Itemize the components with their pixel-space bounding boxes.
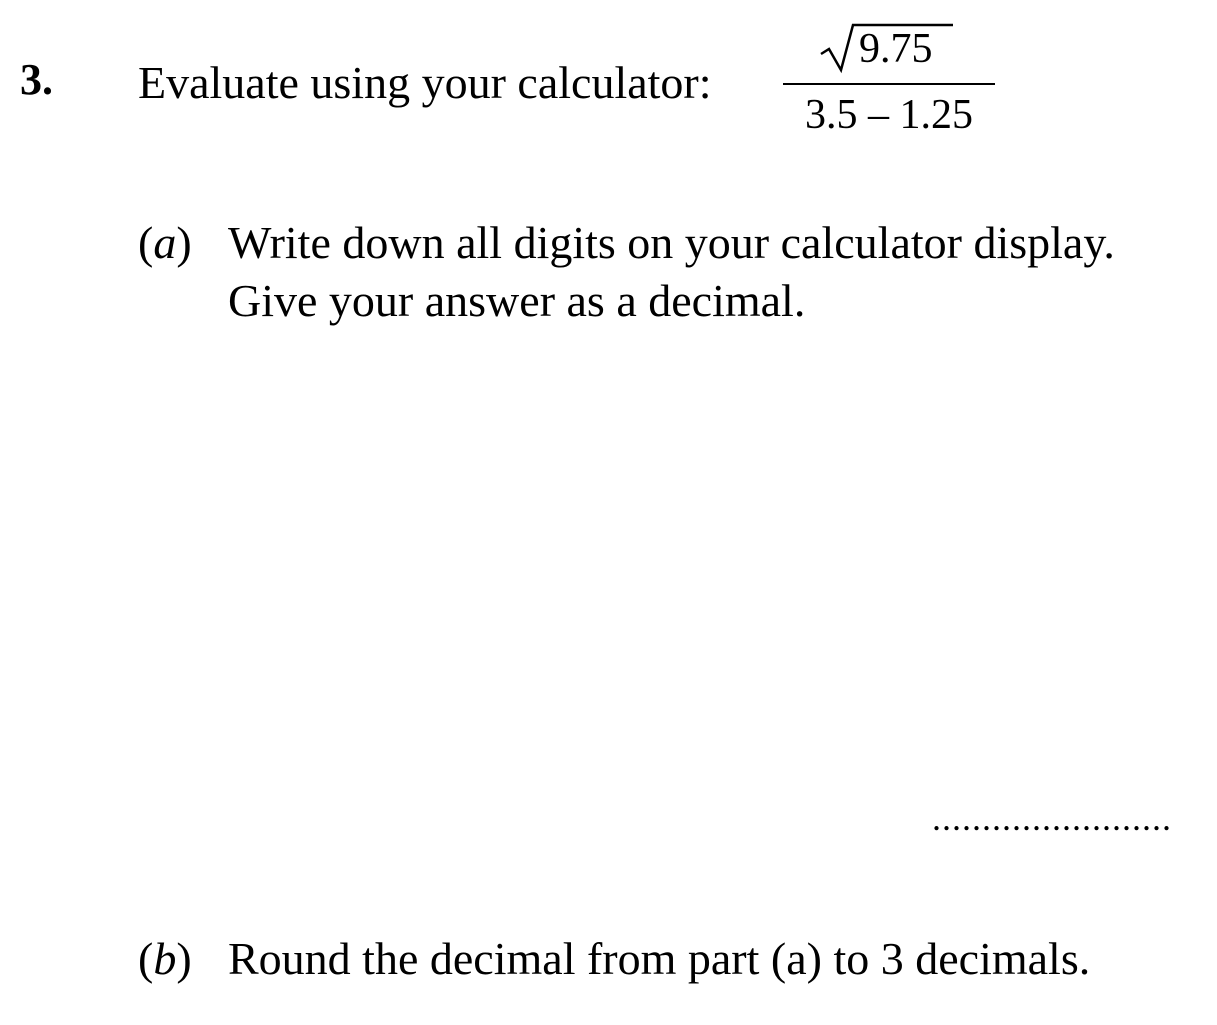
fraction-expression: [783, 22, 995, 142]
part-b-letter: b: [153, 933, 177, 984]
part-a-instruction-line1: Write down all digits on your calculator display.: [228, 217, 1115, 268]
fraction-numerator: [817, 22, 957, 74]
fraction-denominator: 3.5 – 1.25: [805, 92, 973, 138]
question-number: 3.: [20, 55, 53, 104]
answer-line[interactable]: ........................: [932, 798, 1172, 838]
fraction-bar: [783, 83, 995, 85]
part-a-label: (a): [138, 217, 192, 268]
part-a-letter: a: [153, 217, 177, 268]
question-prompt: Evaluate using your calculator:: [138, 57, 712, 108]
part-b-label: (b): [138, 933, 192, 984]
radicand-value: 9.75: [859, 26, 933, 72]
part-b-instruction: Round the decimal from part (a) to 3 decimals.: [228, 933, 1091, 984]
part-a-instruction-line2: Give your answer as a decimal.: [228, 275, 806, 326]
